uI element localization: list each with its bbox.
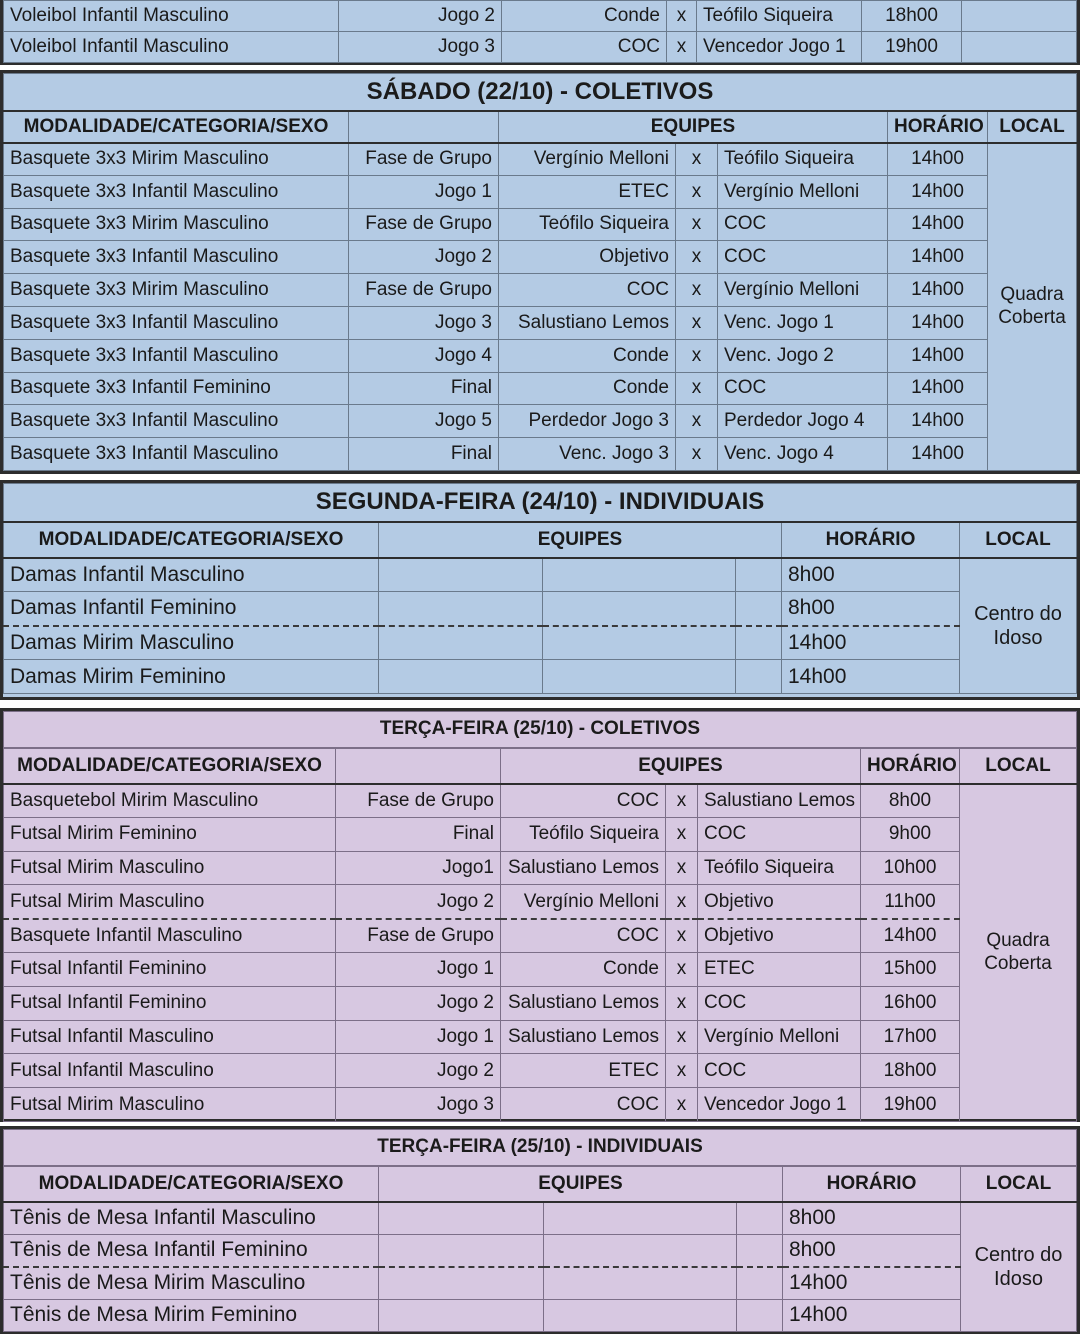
cell-vs: x xyxy=(676,241,718,274)
terca-individuais-table xyxy=(3,1129,1077,1332)
cell-vs: x xyxy=(676,339,718,372)
cell-modalidade: Damas Infantil Masculino xyxy=(4,558,379,592)
table-row xyxy=(4,405,1077,438)
cell-horario: 8h00 xyxy=(782,558,960,592)
cell-team-a: Salustiano Lemos xyxy=(501,851,666,885)
cell-vs: x xyxy=(676,175,718,208)
cell-fase: Fase de Grupo xyxy=(336,784,501,818)
terca-coletivos-block xyxy=(0,708,1080,1122)
cell-horario: 14h00 xyxy=(888,241,988,274)
cell-fase: Jogo 5 xyxy=(349,405,499,438)
cell-vs: x xyxy=(666,1020,698,1054)
section-title: SÁBADO (22/10) - COLETIVOS xyxy=(4,74,1077,111)
cell-local xyxy=(962,32,1077,63)
header-local: LOCAL xyxy=(960,748,1077,784)
cell-horario: 17h00 xyxy=(861,1020,960,1054)
cell-horario: 14h00 xyxy=(888,306,988,339)
table-row xyxy=(4,438,1077,471)
cell-vs: x xyxy=(676,438,718,471)
cell-horario: 19h00 xyxy=(862,32,962,63)
header-local: LOCAL xyxy=(961,1166,1077,1202)
cell-team-a: Teófilo Siqueira xyxy=(501,817,666,851)
table-row xyxy=(4,1267,1077,1300)
table-row xyxy=(4,885,1077,919)
table-row xyxy=(4,626,1077,660)
cell-fase: Fase de Grupo xyxy=(336,919,501,953)
cell-horario: 9h00 xyxy=(861,817,960,851)
cell-team-a: COC xyxy=(501,1088,666,1122)
header-modalidade: MODALIDADE/CATEGORIA/SEXO xyxy=(4,522,379,558)
cell-team-b: Teófilo Siqueira xyxy=(718,143,888,176)
cell-vs: x xyxy=(666,851,698,885)
table-row xyxy=(4,339,1077,372)
cell-horario: 15h00 xyxy=(861,952,960,986)
cell-blank xyxy=(736,592,782,626)
cell-horario: 18h00 xyxy=(861,1054,960,1088)
cell-modalidade: Tênis de Mesa Mirim Masculino xyxy=(4,1267,379,1300)
cell-horario: 19h00 xyxy=(861,1088,960,1122)
cell-team-b: COC xyxy=(718,372,888,405)
segunda-table xyxy=(3,483,1077,694)
cell-modalidade: Basquete Infantil Masculino xyxy=(4,919,336,953)
cell-local: Centro do Idoso xyxy=(961,1202,1077,1332)
cell-fase: Final xyxy=(349,372,499,405)
table-row xyxy=(4,1299,1077,1332)
cell-team-a: ETEC xyxy=(499,175,676,208)
cell-fase: Jogo 2 xyxy=(336,986,501,1020)
cell-horario: 14h00 xyxy=(888,274,988,307)
cell-blank xyxy=(379,592,543,626)
header-blank xyxy=(349,111,499,143)
header-horario: HORÁRIO xyxy=(782,522,960,558)
cell-vs: x xyxy=(666,885,698,919)
cell-horario: 14h00 xyxy=(888,143,988,176)
cell-vs: x xyxy=(666,952,698,986)
cell-modalidade: Basquete 3x3 Infantil Masculino xyxy=(4,241,349,274)
cell-modalidade: Futsal Mirim Masculino xyxy=(4,851,336,885)
segunda-block xyxy=(0,480,1080,700)
cell-team-b: Perdedor Jogo 4 xyxy=(718,405,888,438)
cell-modalidade: Futsal Infantil Masculino xyxy=(4,1020,336,1054)
cell-team-a: ETEC xyxy=(501,1054,666,1088)
cell-team-a: Venc. Jogo 3 xyxy=(499,438,676,471)
cell-fase: Jogo 2 xyxy=(336,1054,501,1088)
cell-modalidade: Damas Mirim Masculino xyxy=(4,626,379,660)
table-row xyxy=(4,306,1077,339)
cell-fase: Jogo 3 xyxy=(339,32,502,63)
cell-team-a: Salustiano Lemos xyxy=(499,306,676,339)
cell-modalidade: Voleibol Infantil Masculino xyxy=(4,32,339,63)
cell-fase: Jogo 2 xyxy=(336,885,501,919)
cell-blank xyxy=(379,1202,544,1235)
cell-team-a: Conde xyxy=(501,952,666,986)
cell-blank xyxy=(379,1267,544,1300)
cell-team-b: Teófilo Siqueira xyxy=(697,1,862,32)
cell-team-b: Objetivo xyxy=(698,885,861,919)
cell-modalidade: Basquete 3x3 Infantil Masculino xyxy=(4,438,349,471)
table-row xyxy=(4,592,1077,626)
cell-team-a: Conde xyxy=(499,372,676,405)
cell-fase: Jogo 3 xyxy=(336,1088,501,1122)
table-row xyxy=(4,952,1077,986)
cell-horario: 14h00 xyxy=(861,919,960,953)
table-row xyxy=(4,817,1077,851)
cell-blank xyxy=(544,1267,737,1300)
cell-modalidade: Tênis de Mesa Mirim Feminino xyxy=(4,1299,379,1332)
cell-blank xyxy=(379,1234,544,1267)
cell-team-b: Vergínio Melloni xyxy=(698,1020,861,1054)
table-row xyxy=(4,1088,1077,1122)
cell-horario: 16h00 xyxy=(861,986,960,1020)
cell-local: Quadra Coberta xyxy=(988,143,1077,471)
cell-team-b: COC xyxy=(718,241,888,274)
cell-modalidade: Futsal Mirim Masculino xyxy=(4,885,336,919)
cell-modalidade: Basquete 3x3 Infantil Masculino xyxy=(4,339,349,372)
cell-fase: Fase de Grupo xyxy=(349,274,499,307)
sabado-table xyxy=(3,73,1077,471)
cell-modalidade: Futsal Mirim Feminino xyxy=(4,817,336,851)
cell-modalidade: Futsal Infantil Feminino xyxy=(4,952,336,986)
cell-fase: Jogo 4 xyxy=(349,339,499,372)
cell-team-a: COC xyxy=(501,784,666,818)
cell-team-b: COC xyxy=(698,1054,861,1088)
cell-team-a: Conde xyxy=(499,339,676,372)
cell-vs: x xyxy=(676,372,718,405)
cell-fase: Jogo 3 xyxy=(349,306,499,339)
cell-modalidade: Basquete 3x3 Infantil Masculino xyxy=(4,405,349,438)
cell-fase: Final xyxy=(336,817,501,851)
table-row xyxy=(4,851,1077,885)
cell-team-a: Salustiano Lemos xyxy=(501,986,666,1020)
cell-blank xyxy=(543,558,736,592)
cell-horario: 14h00 xyxy=(888,405,988,438)
cell-blank xyxy=(379,558,543,592)
table-row xyxy=(4,241,1077,274)
cell-vs: x xyxy=(666,784,698,818)
header-modalidade: MODALIDADE/CATEGORIA/SEXO xyxy=(4,1166,379,1202)
cell-blank xyxy=(379,626,543,660)
table-row xyxy=(4,660,1077,694)
table-row xyxy=(4,558,1077,592)
cell-vs: x xyxy=(667,1,697,32)
cell-modalidade: Basquete 3x3 Infantil Masculino xyxy=(4,306,349,339)
cell-blank xyxy=(737,1267,783,1300)
cell-horario: 14h00 xyxy=(888,208,988,241)
cell-team-b: Vergínio Melloni xyxy=(718,175,888,208)
cell-modalidade: Tênis de Mesa Infantil Feminino xyxy=(4,1234,379,1267)
section-title: TERÇA-FEIRA (25/10) - INDIVIDUAIS xyxy=(4,1130,1077,1166)
cell-vs: x xyxy=(676,208,718,241)
cell-horario: 8h00 xyxy=(783,1234,961,1267)
cell-team-b: Venc. Jogo 2 xyxy=(718,339,888,372)
cell-team-a: Vergínio Melloni xyxy=(499,143,676,176)
cell-horario: 10h00 xyxy=(861,851,960,885)
header-horario: HORÁRIO xyxy=(888,111,988,143)
table-row xyxy=(4,784,1077,818)
table-row xyxy=(4,372,1077,405)
header-modalidade: MODALIDADE/CATEGORIA/SEXO xyxy=(4,111,349,143)
header-horario: HORÁRIO xyxy=(861,748,960,784)
cell-horario: 14h00 xyxy=(783,1267,961,1300)
cell-blank xyxy=(543,660,736,694)
cell-horario: 14h00 xyxy=(888,372,988,405)
cell-horario: 14h00 xyxy=(888,175,988,208)
cell-team-b: Teófilo Siqueira xyxy=(698,851,861,885)
table-row xyxy=(4,1234,1077,1267)
cell-horario: 14h00 xyxy=(888,438,988,471)
cell-team-a: Objetivo xyxy=(499,241,676,274)
cell-vs: x xyxy=(666,1088,698,1122)
cell-fase: Fase de Grupo xyxy=(349,143,499,176)
header-blank xyxy=(336,748,501,784)
table-row xyxy=(4,175,1077,208)
cell-modalidade: Futsal Mirim Masculino xyxy=(4,1088,336,1122)
section-title: SEGUNDA-FEIRA (24/10) - INDIVIDUAIS xyxy=(4,484,1077,522)
cell-team-b: Venc. Jogo 4 xyxy=(718,438,888,471)
cell-fase: Fase de Grupo xyxy=(349,208,499,241)
table-row xyxy=(4,274,1077,307)
cell-vs: x xyxy=(676,274,718,307)
cell-team-b: Vencedor Jogo 1 xyxy=(698,1088,861,1122)
cell-blank xyxy=(736,626,782,660)
cell-vs: x xyxy=(666,919,698,953)
top-block xyxy=(0,0,1080,65)
cell-horario: 8h00 xyxy=(861,784,960,818)
table-row xyxy=(4,208,1077,241)
cell-fase: Jogo 2 xyxy=(349,241,499,274)
cell-blank xyxy=(543,592,736,626)
cell-blank xyxy=(544,1234,737,1267)
cell-blank xyxy=(379,1299,544,1332)
cell-local: Centro do Idoso xyxy=(960,558,1077,694)
header-equipes: EQUIPES xyxy=(379,522,782,558)
cell-horario: 18h00 xyxy=(862,1,962,32)
cell-team-b: Salustiano Lemos xyxy=(698,784,861,818)
cell-team-b: Vergínio Melloni xyxy=(718,274,888,307)
cell-blank xyxy=(379,660,543,694)
cell-vs: x xyxy=(676,405,718,438)
cell-modalidade: Basquete 3x3 Infantil Masculino xyxy=(4,175,349,208)
cell-team-a: COC xyxy=(501,919,666,953)
cell-team-a: Conde xyxy=(502,1,667,32)
cell-blank xyxy=(736,660,782,694)
header-horario: HORÁRIO xyxy=(783,1166,961,1202)
cell-blank xyxy=(544,1202,737,1235)
cell-team-b: COC xyxy=(698,817,861,851)
table-row xyxy=(4,1,1077,32)
table-row xyxy=(4,1054,1077,1088)
cell-vs: x xyxy=(666,817,698,851)
table-row xyxy=(4,1202,1077,1235)
cell-vs: x xyxy=(667,32,697,63)
cell-vs: x xyxy=(676,143,718,176)
cell-team-b: COC xyxy=(718,208,888,241)
sabado-block xyxy=(0,70,1080,474)
cell-team-b: Vencedor Jogo 1 xyxy=(697,32,862,63)
cell-fase: Jogo 1 xyxy=(349,175,499,208)
cell-team-a: COC xyxy=(499,274,676,307)
cell-modalidade: Basquete 3x3 Mirim Masculino xyxy=(4,274,349,307)
cell-blank xyxy=(543,626,736,660)
cell-local xyxy=(962,1,1077,32)
cell-fase: Jogo 1 xyxy=(336,1020,501,1054)
cell-fase: Jogo1 xyxy=(336,851,501,885)
cell-blank xyxy=(544,1299,737,1332)
cell-modalidade: Basquete 3x3 Infantil Feminino xyxy=(4,372,349,405)
cell-blank xyxy=(737,1234,783,1267)
cell-vs: x xyxy=(666,986,698,1020)
cell-team-b: Objetivo xyxy=(698,919,861,953)
cell-blank xyxy=(737,1202,783,1235)
table-row xyxy=(4,1020,1077,1054)
cell-fase: Jogo 2 xyxy=(339,1,502,32)
header-equipes: EQUIPES xyxy=(379,1166,783,1202)
cell-vs: x xyxy=(666,1054,698,1088)
cell-horario: 14h00 xyxy=(783,1299,961,1332)
cell-horario: 14h00 xyxy=(782,660,960,694)
cell-blank xyxy=(737,1299,783,1332)
cell-modalidade: Damas Mirim Feminino xyxy=(4,660,379,694)
cell-vs: x xyxy=(676,306,718,339)
cell-fase: Jogo 1 xyxy=(336,952,501,986)
cell-team-a: Vergínio Melloni xyxy=(501,885,666,919)
header-modalidade: MODALIDADE/CATEGORIA/SEXO xyxy=(4,748,336,784)
cell-horario: 8h00 xyxy=(782,592,960,626)
cell-modalidade: Basquete 3x3 Mirim Masculino xyxy=(4,143,349,176)
cell-horario: 14h00 xyxy=(782,626,960,660)
section-title: TERÇA-FEIRA (25/10) - COLETIVOS xyxy=(4,712,1077,748)
cell-team-a: COC xyxy=(502,32,667,63)
cell-modalidade: Damas Infantil Feminino xyxy=(4,592,379,626)
cell-team-a: Salustiano Lemos xyxy=(501,1020,666,1054)
cell-horario: 14h00 xyxy=(888,339,988,372)
cell-team-b: ETEC xyxy=(698,952,861,986)
cell-team-b: Venc. Jogo 1 xyxy=(718,306,888,339)
cell-modalidade: Tênis de Mesa Infantil Masculino xyxy=(4,1202,379,1235)
header-equipes: EQUIPES xyxy=(501,748,861,784)
table-row xyxy=(4,143,1077,176)
cell-modalidade: Basquete 3x3 Mirim Masculino xyxy=(4,208,349,241)
cell-local: Quadra Coberta xyxy=(960,784,1077,1122)
terca-individuais-block xyxy=(0,1126,1080,1334)
table-row xyxy=(4,32,1077,63)
table-row xyxy=(4,986,1077,1020)
cell-modalidade: Basquetebol Mirim Masculino xyxy=(4,784,336,818)
table-row xyxy=(4,919,1077,953)
cell-team-a: Teófilo Siqueira xyxy=(499,208,676,241)
terca-coletivos-table xyxy=(3,711,1077,1122)
cell-horario: 11h00 xyxy=(861,885,960,919)
cell-team-a: Perdedor Jogo 3 xyxy=(499,405,676,438)
cell-blank xyxy=(736,558,782,592)
header-equipes: EQUIPES xyxy=(499,111,888,143)
cell-team-b: COC xyxy=(698,986,861,1020)
cell-modalidade: Futsal Infantil Feminino xyxy=(4,986,336,1020)
top-table xyxy=(3,0,1077,63)
header-local: LOCAL xyxy=(960,522,1077,558)
cell-modalidade: Futsal Infantil Masculino xyxy=(4,1054,336,1088)
header-local: LOCAL xyxy=(988,111,1077,143)
cell-horario: 8h00 xyxy=(783,1202,961,1235)
cell-fase: Final xyxy=(349,438,499,471)
cell-modalidade: Voleibol Infantil Masculino xyxy=(4,1,339,32)
